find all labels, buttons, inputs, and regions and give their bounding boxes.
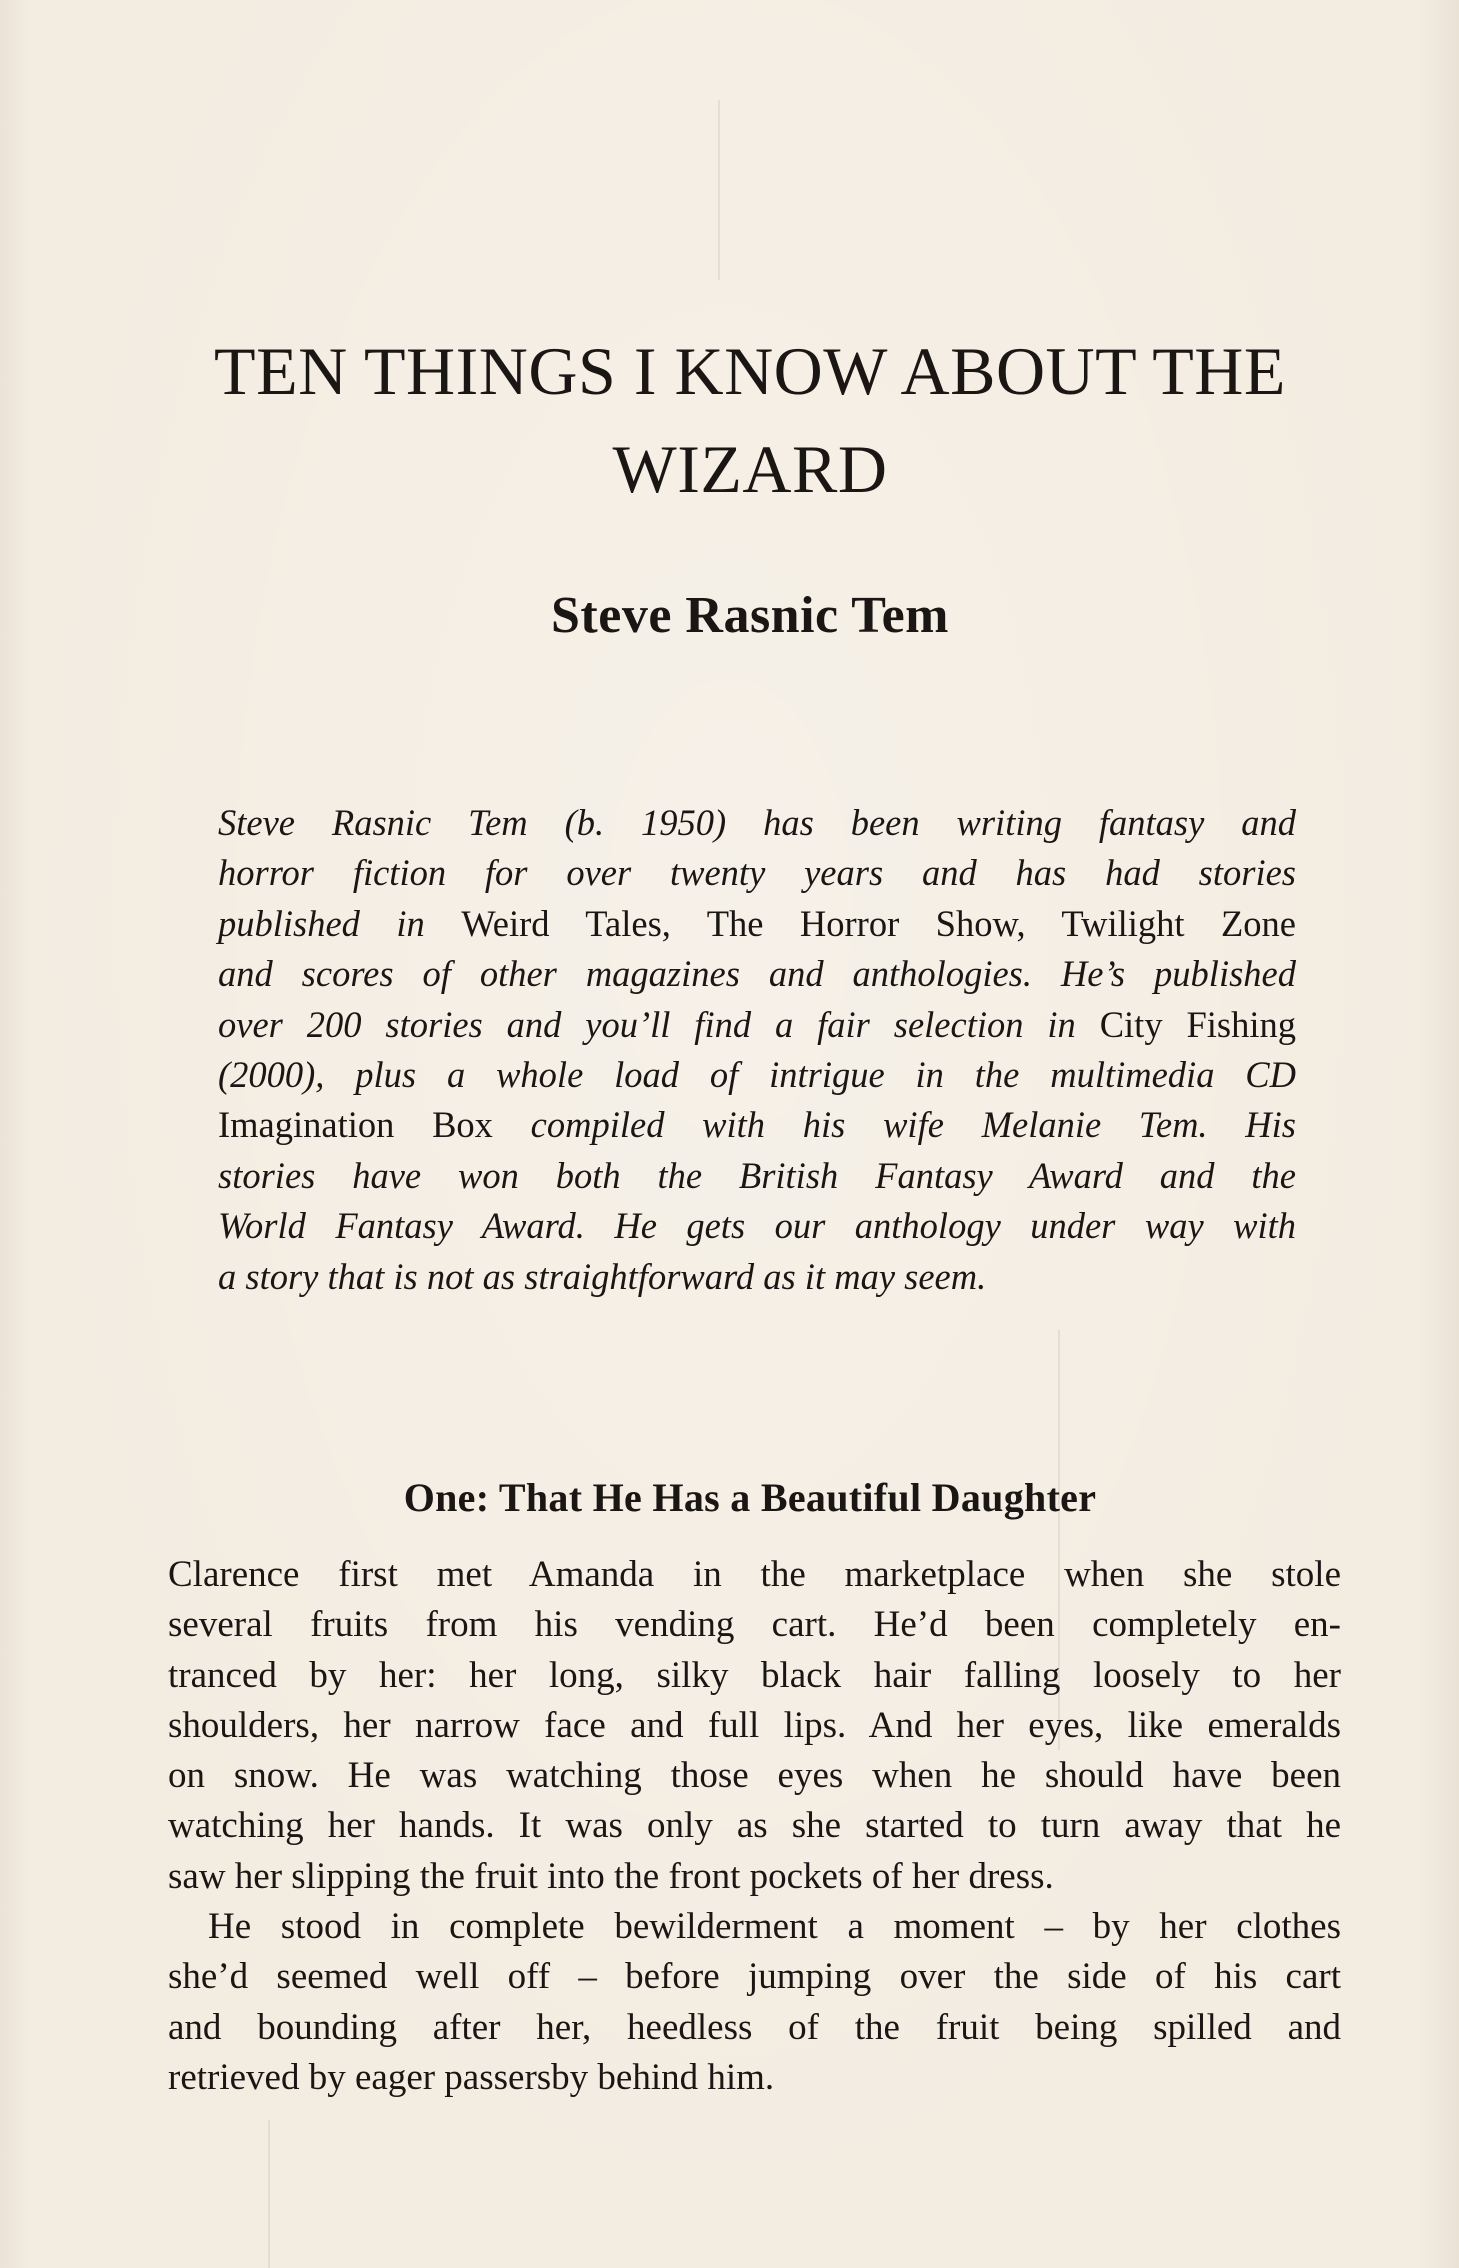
intro-line (218, 1151, 1296, 1201)
body-line: several fruits from his vending cart. He’d been completely en- (168, 1604, 1341, 1646)
body-line: on snow. He was watching those eyes when he should have been (168, 1755, 1341, 1797)
body-line: shoulders, her narrow face and full lips. And her eyes, like emeralds (168, 1704, 1341, 1746)
author-name: Steve Rasnic Tem (551, 587, 949, 644)
intro-line (218, 1000, 1296, 1050)
author-intro (218, 798, 1296, 1302)
intro-text: published in (218, 902, 462, 944)
paragraph (168, 1902, 1341, 2103)
page-crease (268, 2120, 270, 2268)
intro-text: Steve Rasnic Tem (b. 1950) has been writing fantasy and (218, 802, 1296, 843)
publication-title: Weird Tales, The Horror Show, Twilight Zone (461, 902, 1297, 944)
intro-line (218, 899, 1296, 949)
intro-line (218, 848, 1296, 898)
story-title (100, 322, 1400, 518)
intro-line (218, 949, 1296, 999)
intro-line (218, 1201, 1296, 1251)
intro-text: a story that is not as straightforward as it may seem. (218, 1255, 987, 1297)
publication-title: City Fishing (1099, 1003, 1296, 1045)
body-line: watching her hands. It was only as she started to turn away that he (168, 1805, 1341, 1847)
story-body (168, 1550, 1341, 2103)
intro-line (218, 1100, 1296, 1150)
body-line: tranced by her: her long, silky black hair falling loosely to her (168, 1654, 1341, 1696)
story-title-line-1: TEN THINGS I KNOW ABOUT THE (214, 333, 1286, 409)
body-line: Clarence first met Amanda in the marketplace when she stole (168, 1554, 1341, 1595)
intro-text: horror fiction for over twenty years and has had stories (218, 852, 1296, 894)
body-line: and bounding after her, heedless of the fruit being spilled and (168, 2006, 1341, 2048)
intro-line (218, 1252, 1296, 1302)
intro-line (218, 1050, 1296, 1100)
intro-text: stories have won both the British Fantasy Award and the (218, 1154, 1296, 1196)
paragraph (168, 1550, 1341, 1902)
story-title-line-2: WIZARD (612, 431, 888, 507)
intro-line (218, 798, 1296, 848)
intro-text: (2000), plus a whole load of intrigue in the multimedia CD (218, 1053, 1296, 1095)
body-line: she’d seemed well off – before jumping over the side of his cart (168, 1956, 1341, 1998)
page-crease (718, 100, 720, 280)
publication-title: Imagination Box (218, 1104, 493, 1146)
body-line: retrieved by eager passersby behind him. (168, 2056, 775, 2098)
section-heading: One: That He Has a Beautiful Daughter (403, 1475, 1097, 1520)
intro-text: World Fantasy Award. He gets our anthology under way with (218, 1205, 1296, 1247)
intro-text: over 200 stories and you’ll find a fair selection in (218, 1003, 1100, 1045)
intro-text: and scores of other magazines and anthologies. He’s published (218, 953, 1296, 995)
body-line: saw her slipping the fruit into the front pockets of her dress. (168, 1855, 1054, 1897)
intro-text: compiled with his wife Melanie Tem. His (492, 1104, 1296, 1146)
body-line: He stood in complete bewilderment a moment – by her clothes (208, 1906, 1341, 1948)
